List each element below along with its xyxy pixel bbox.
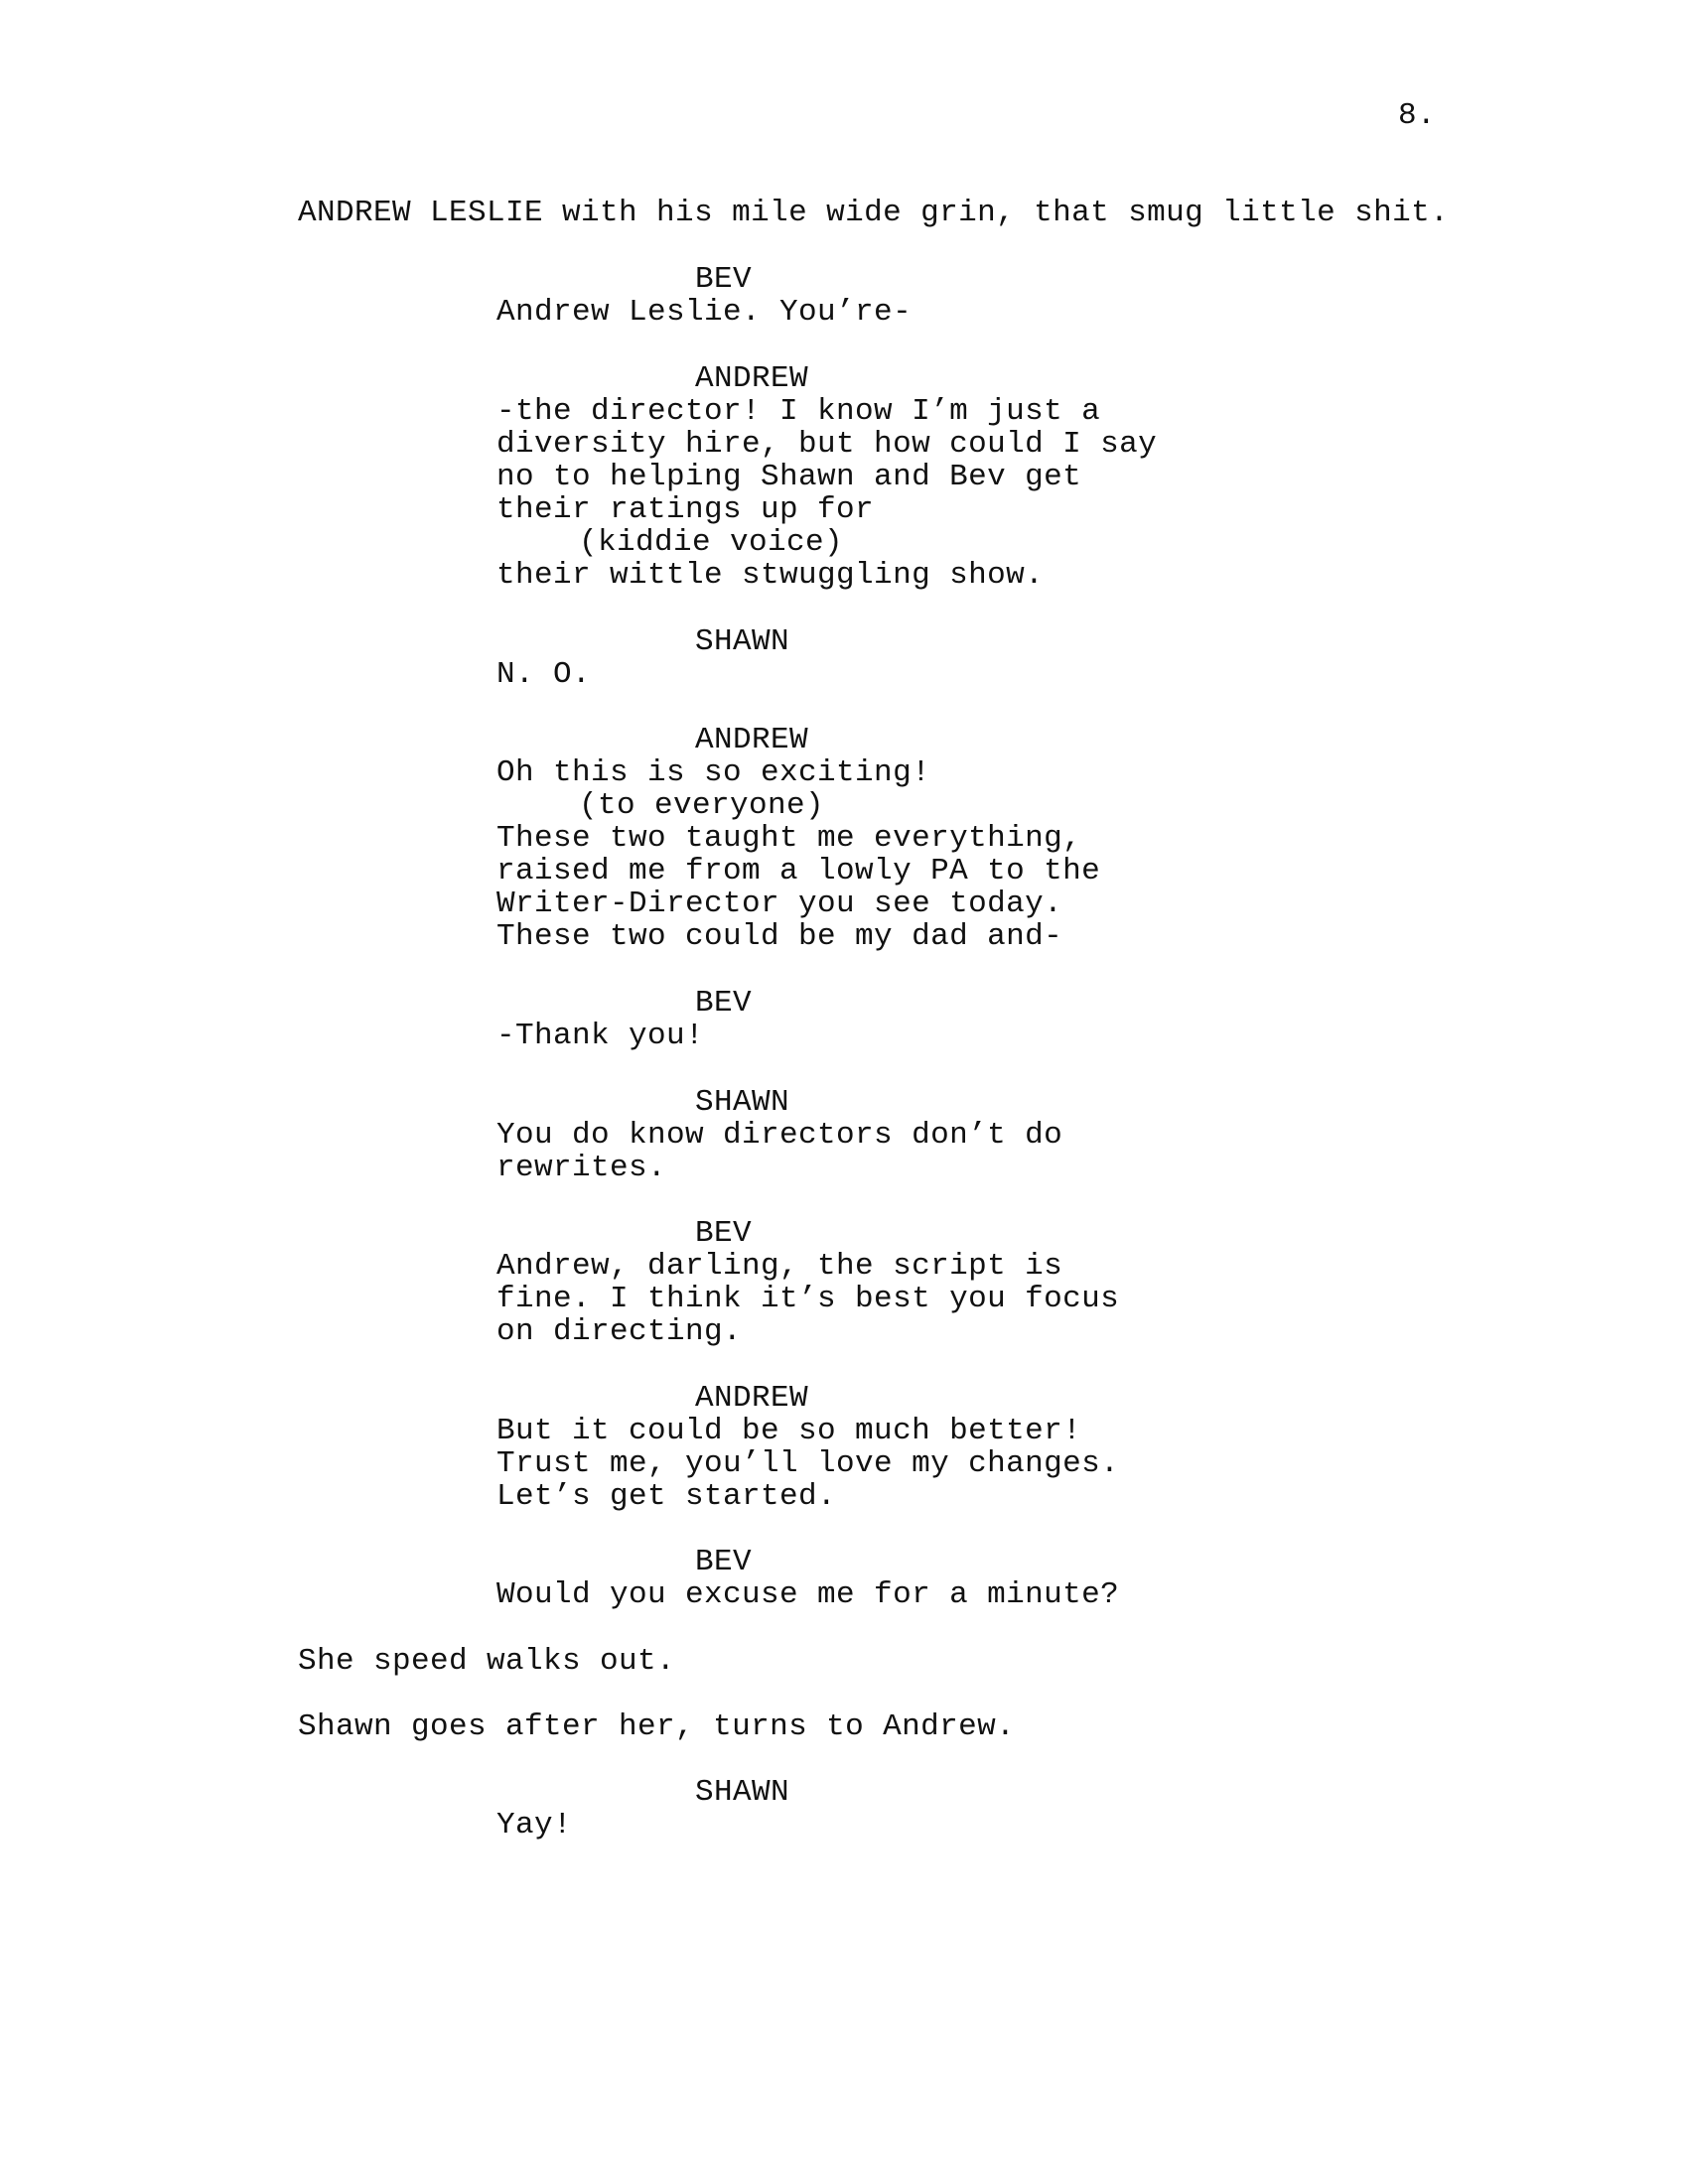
dialogue-line: Trust me, you’ll love my changes.: [496, 1446, 1120, 1481]
character-name: BEV: [695, 986, 753, 1021]
character-name: ANDREW: [695, 1381, 809, 1416]
dialogue-line: Yay!: [496, 1808, 573, 1843]
dialogue-line: fine. I think it’s best you focus: [496, 1282, 1120, 1316]
character-name: BEV: [695, 1216, 753, 1251]
character-name: SHAWN: [695, 1775, 790, 1810]
dialogue-line: Let’s get started.: [496, 1479, 837, 1514]
dialogue-line: Would you excuse me for a minute?: [496, 1577, 1120, 1612]
parenthetical-line: (to everyone): [579, 788, 825, 823]
character-name: SHAWN: [695, 1085, 790, 1120]
parenthetical-line: (kiddie voice): [579, 525, 844, 560]
dialogue-line: But it could be so much better!: [496, 1414, 1082, 1448]
dialogue-line: Writer-Director you see today.: [496, 887, 1063, 921]
character-name: BEV: [695, 262, 753, 297]
dialogue-line: These two could be my dad and-: [496, 919, 1063, 954]
dialogue-line: These two taught me everything,: [496, 821, 1082, 856]
action-line: Shawn goes after her, turns to Andrew.: [298, 1709, 1016, 1744]
dialogue-line: raised me from a lowly PA to the: [496, 854, 1101, 888]
character-name: ANDREW: [695, 361, 809, 396]
dialogue-line: Andrew, darling, the script is: [496, 1249, 1063, 1284]
dialogue-line: N. O.: [496, 657, 592, 692]
dialogue-line: Andrew Leslie. You’re-: [496, 295, 913, 330]
dialogue-line: diversity hire, but how could I say: [496, 427, 1158, 462]
page-number: 8.: [1398, 98, 1437, 133]
character-name: ANDREW: [695, 723, 809, 757]
action-line: She speed walks out.: [298, 1644, 676, 1679]
character-name: BEV: [695, 1545, 753, 1579]
dialogue-line: rewrites.: [496, 1151, 667, 1185]
dialogue-line: -Thank you!: [496, 1019, 705, 1053]
dialogue-line: no to helping Shawn and Bev get: [496, 460, 1082, 494]
dialogue-line: You do know directors don’t do: [496, 1118, 1063, 1153]
action-line: ANDREW LESLIE with his mile wide grin, that smug little shit.: [298, 196, 1450, 230]
dialogue-line: Oh this is so exciting!: [496, 755, 931, 790]
dialogue-line: on directing.: [496, 1314, 743, 1349]
dialogue-line: -the director! I know I’m just a: [496, 394, 1101, 429]
dialogue-line: their ratings up for: [496, 492, 875, 527]
dialogue-line: their wittle stwuggling show.: [496, 558, 1045, 593]
character-name: SHAWN: [695, 624, 790, 659]
